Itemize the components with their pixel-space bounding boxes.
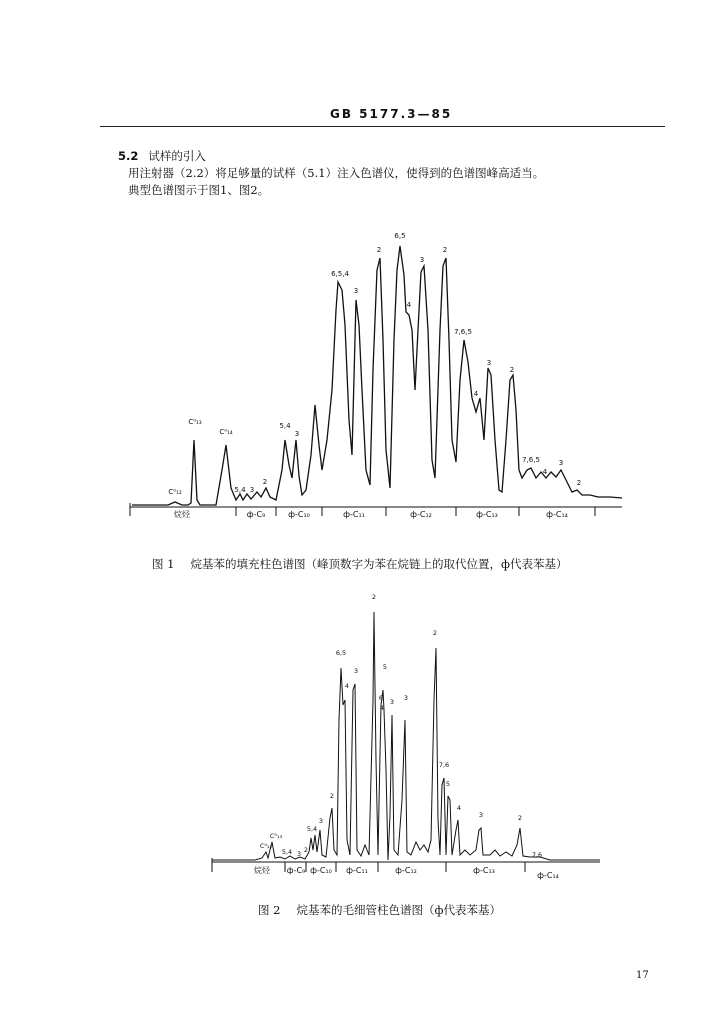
figure2-peak-label: 7,6 — [531, 851, 543, 859]
axis-group-label: 烷烃 — [174, 510, 190, 519]
axis-group-label: ф-C₁₃ — [476, 510, 498, 519]
figure1-label: 图 1 — [152, 557, 175, 571]
figure1-peak-label: 7,6,5 — [522, 456, 540, 464]
figure1-axis-group-labels — [174, 509, 568, 519]
axis-group-label: ф-C₉ — [246, 510, 266, 519]
figure2-peak-label: 5 — [445, 780, 451, 788]
figure1-peak-labels — [168, 232, 581, 496]
axis-group-label: ф-C₁₀ — [310, 866, 332, 875]
figure1-peak-label: 3 — [294, 430, 300, 438]
body-text-line: 典型色谱图示于图1、图2。 — [128, 183, 270, 197]
axis-group-label: ф-C₁₃ — [473, 866, 495, 875]
figure1-peak-label: 5,4 — [279, 422, 291, 430]
figure2-peak-label: 2 — [303, 846, 309, 854]
figure2-peak-label: 2 — [371, 593, 377, 601]
figure2-label: 图 2 — [258, 903, 281, 917]
figure2-peak-label: 3 — [478, 811, 484, 819]
figure1-peak-label: 2 — [576, 479, 582, 487]
axis-group-label: ф-C₁₀ — [288, 510, 310, 519]
figure2-axis-group-labels — [254, 865, 559, 880]
figure2-peak-label: C⁰₁₃ — [269, 832, 283, 840]
figure1-caption — [152, 556, 567, 572]
figure2-peak-label: 5,4 — [281, 848, 293, 856]
figure2-peak-label: 6 — [378, 694, 384, 702]
axis-group-label: ф-C₁₄ — [537, 871, 559, 880]
axis-group-label: 烷烃 — [254, 866, 270, 875]
figure1-peak-label: 3 — [558, 459, 564, 467]
figure2-peak-label: 3 — [403, 694, 409, 702]
figure1-peak-label: 5,4 — [234, 486, 246, 494]
figure2-peak-label: 3 — [296, 850, 302, 858]
figure2-peak-label: 2 — [432, 629, 438, 637]
figure1-caption-text: 烷基苯的填充柱色谱图（峰顶数字为苯在烷链上的取代位置，ф代表苯基） — [190, 557, 568, 571]
figure1-peak-label: 4 — [542, 468, 548, 476]
axis-group-label: ф-C₁₂ — [410, 510, 432, 519]
figure2-peak-label: 5,4 — [306, 825, 318, 833]
axis-group-label: ф-C₁₂ — [395, 866, 417, 875]
figure2-peak-label: 3 — [318, 817, 324, 825]
figure1-peak-label: 4 — [406, 301, 412, 309]
body-text-line: 用注射器（2.2）将足够量的试样（5.1）注入色谱仪，使得到的色谱图峰高适当。 — [128, 166, 545, 180]
figure2-caption — [258, 902, 501, 918]
figure1-peak-label: 2 — [376, 246, 382, 254]
page-number: 17 — [636, 970, 649, 981]
figure1-peak-label: C⁰₁₂ — [168, 488, 182, 496]
axis-group-label: ф-C₁₁ — [343, 510, 365, 519]
figure1-peak-label: 2 — [442, 246, 448, 254]
figure2-peak-label: 7,6 — [438, 761, 450, 769]
section-title: 试样的引入 — [148, 149, 206, 163]
figure1-peak-label: C⁰₁₄ — [219, 428, 233, 436]
figure1-peak-label: 7,6,5 — [454, 328, 472, 336]
figure1-peak-label: 6,5,4 — [331, 270, 349, 278]
figure1-peak-label: 2 — [262, 478, 268, 486]
standard-code-header: GB 5177.3—85 — [330, 107, 453, 121]
figure2-peak-label: C⁰₁₂ — [259, 842, 273, 850]
figure1-peak-label: 3 — [486, 359, 492, 367]
figure1-peak-label: 3 — [419, 256, 425, 264]
figure1-peak-label: 4 — [473, 390, 479, 398]
figure2-peak-label: 2 — [517, 814, 523, 822]
figure1-peak-label: 2 — [509, 366, 515, 374]
figure1-peak-label: 3 — [353, 287, 359, 295]
figure2-peak-label: 6,5 — [335, 649, 347, 657]
figure1-peak-label: 3 — [249, 486, 255, 494]
axis-group-label: ф-C₁₁ — [346, 866, 368, 875]
figure2-peak-label: 2 — [329, 792, 335, 800]
figure2-trace — [212, 612, 600, 860]
figure1-peak-label: 6,5 — [394, 232, 406, 240]
figure2-peak-label: 3 — [389, 698, 395, 706]
figure2-peak-label: 3 — [353, 667, 359, 675]
figure2-caption-text: 烷基苯的毛细管柱色谱图（ф代表苯基） — [296, 903, 501, 917]
figure2-peak-label: 4 — [456, 804, 462, 812]
figure2-peak-label: 5 — [382, 663, 388, 671]
figure1-trace — [132, 246, 622, 505]
axis-group-label: ф-C₉ — [286, 866, 306, 875]
figure2-peak-label: 4 — [344, 682, 350, 690]
axis-group-label: ф-C₁₄ — [546, 510, 568, 519]
section-number: 5.2 — [118, 149, 139, 163]
figure1-peak-label: C⁰₁₃ — [188, 418, 202, 426]
figure2-peak-label: 4 — [379, 704, 385, 712]
